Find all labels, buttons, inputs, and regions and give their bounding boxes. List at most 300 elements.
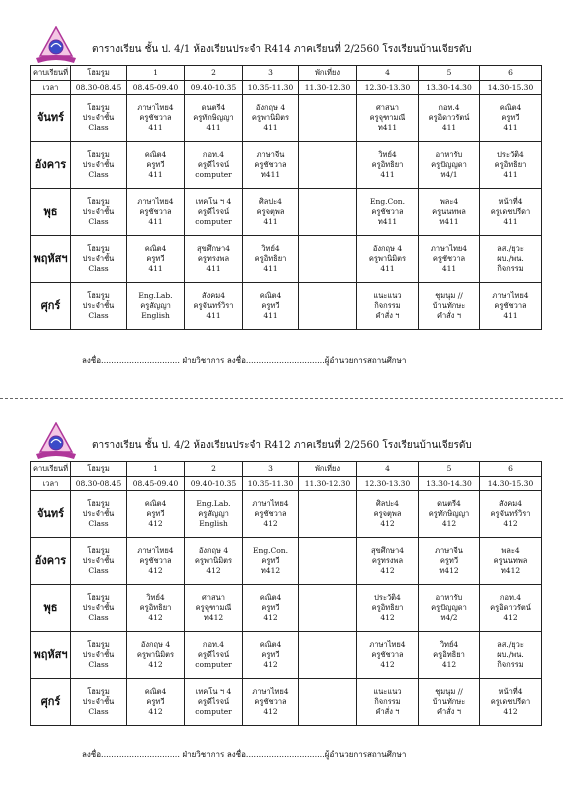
class-cell bbox=[185, 538, 243, 585]
time-cell: 08.30-08.45 bbox=[71, 477, 127, 491]
class-cell bbox=[71, 283, 127, 330]
header-cell: 3 bbox=[243, 462, 299, 477]
class-cell bbox=[243, 95, 299, 142]
time-cell: เวลา bbox=[31, 477, 71, 491]
class-cell-line: ครูทักษิญญา bbox=[428, 509, 470, 518]
class-cell-line: คณิต4 bbox=[144, 499, 167, 508]
class-cell-line: หน้าที่4 bbox=[498, 687, 523, 696]
class-cell-line: ครูพานิมิตร bbox=[251, 113, 290, 122]
class-cell bbox=[185, 142, 243, 189]
class-cell-line: ภาษาไทย4 bbox=[137, 546, 174, 555]
header-cell: 4 bbox=[357, 66, 419, 81]
time-cell: 13.30-14.30 bbox=[419, 477, 480, 491]
day-name: พฤหัสฯ bbox=[31, 632, 71, 679]
class-cell-line: ครูเดชปรีดา bbox=[490, 207, 531, 216]
class-cell bbox=[127, 95, 185, 142]
lunch-cell bbox=[299, 95, 357, 142]
day-row bbox=[31, 585, 542, 632]
class-cell-line: ครูทวี bbox=[261, 301, 280, 310]
class-cell-line: ครูชัชวาล bbox=[139, 207, 172, 216]
class-cell-line: วิทย์4 bbox=[439, 640, 459, 649]
class-cell bbox=[419, 142, 480, 189]
class-cell bbox=[243, 283, 299, 330]
class-cell bbox=[419, 95, 480, 142]
time-cell: 08.45-09.40 bbox=[127, 81, 185, 95]
class-cell-line: computer bbox=[195, 707, 232, 716]
class-cell-line: ครูปัญญดา bbox=[431, 160, 467, 169]
class-cell bbox=[243, 142, 299, 189]
class-cell-line: ครูชัชวาล bbox=[371, 650, 404, 659]
day-name: จันทร์ bbox=[31, 95, 71, 142]
class-cell-line: ชุมนุม // bbox=[435, 291, 463, 300]
class-cell-line: ครูอิทธิยา bbox=[139, 603, 172, 612]
class-cell-line: ภาษาไทย4 bbox=[137, 103, 174, 112]
class-cell-line: 411 bbox=[206, 123, 221, 132]
class-cell-line: English bbox=[141, 311, 170, 320]
class-cell-line: ประจำชั้น bbox=[82, 650, 115, 659]
school-logo-icon bbox=[34, 422, 78, 462]
class-cell-line: คำสั่ง ฯ bbox=[375, 311, 400, 320]
class-cell-line: ครูจตุพล bbox=[256, 207, 285, 216]
class-cell-line: 411 bbox=[503, 170, 518, 179]
time-cell: 10.35-11.30 bbox=[243, 477, 299, 491]
class-cell bbox=[127, 142, 185, 189]
class-cell bbox=[127, 585, 185, 632]
class-cell-line: ภาษาจีน bbox=[256, 150, 285, 159]
class-cell-line: 412 bbox=[263, 519, 278, 528]
class-cell-line: ครูทวี bbox=[439, 556, 459, 565]
class-cell bbox=[357, 491, 419, 538]
timetable-table bbox=[30, 65, 542, 330]
class-cell-line: ครูอิทธิยา bbox=[254, 254, 287, 263]
class-cell-line: 412 bbox=[380, 519, 395, 528]
time-cell: 11.30-12.30 bbox=[299, 81, 357, 95]
class-cell-line: ครูทวี bbox=[146, 254, 165, 263]
class-cell-line: ดนตรี4 bbox=[201, 103, 226, 112]
header-cell: 2 bbox=[185, 66, 243, 81]
class-cell bbox=[357, 679, 419, 726]
header-cell: 3 bbox=[243, 66, 299, 81]
header-cell: 1 bbox=[127, 462, 185, 477]
class-cell-line: ประจำชั้น bbox=[82, 113, 115, 122]
class-cell bbox=[71, 236, 127, 283]
lunch-cell bbox=[299, 189, 357, 236]
class-cell-line: 411 bbox=[503, 217, 518, 226]
class-cell bbox=[71, 95, 127, 142]
class-cell bbox=[480, 283, 542, 330]
class-cell-line: ภาษาไทย4 bbox=[430, 244, 468, 253]
class-cell bbox=[357, 142, 419, 189]
class-cell-line: ครูพานิมิตร bbox=[136, 650, 175, 659]
class-cell bbox=[480, 236, 542, 283]
class-cell bbox=[185, 491, 243, 538]
class-cell-line: ลส./ยุวะ bbox=[497, 244, 524, 253]
header-cell: 5 bbox=[419, 462, 480, 477]
class-cell bbox=[185, 585, 243, 632]
day-name: อังคาร bbox=[31, 142, 71, 189]
class-cell bbox=[357, 632, 419, 679]
class-cell-line: ศาสนา bbox=[202, 593, 225, 602]
class-cell bbox=[480, 679, 542, 726]
day-row bbox=[31, 142, 542, 189]
class-cell-line: ครูจุฑามณี bbox=[369, 113, 406, 122]
class-cell-line: วิทย์4 bbox=[261, 244, 280, 253]
class-cell-line: ครูทวี bbox=[146, 509, 165, 518]
class-cell bbox=[71, 585, 127, 632]
class-cell bbox=[71, 679, 127, 726]
class-cell-line: ครูอิดาวรัตน์ bbox=[428, 113, 470, 122]
class-cell-line: 412 bbox=[380, 660, 395, 669]
class-cell bbox=[357, 538, 419, 585]
class-cell-line: ครูอิทธิยา bbox=[494, 160, 527, 169]
class-cell-line: ครูอิทธิยา bbox=[371, 603, 404, 612]
time-row bbox=[31, 81, 542, 95]
signature-line: ลงชื่อ............................... ฝ่ายวิชาการ ลงชื่อ...............................ผู้อำนวยการสถานศึกษา bbox=[82, 356, 407, 365]
class-cell bbox=[243, 491, 299, 538]
class-cell-line: 412 bbox=[148, 519, 163, 528]
header-row bbox=[31, 66, 542, 81]
class-cell-line: ครูทวี bbox=[261, 556, 280, 565]
day-name: พฤหัสฯ bbox=[31, 236, 71, 283]
class-cell-line: 411 bbox=[380, 170, 395, 179]
class-cell bbox=[480, 491, 542, 538]
class-cell-line: 411 bbox=[503, 123, 518, 132]
class-cell bbox=[185, 679, 243, 726]
class-cell-line: ศิลปะ4 bbox=[259, 197, 282, 206]
class-cell-line: 411 bbox=[148, 170, 163, 179]
class-cell bbox=[357, 95, 419, 142]
day-row bbox=[31, 491, 542, 538]
class-cell-line: 411 bbox=[148, 264, 163, 273]
page-divider bbox=[0, 398, 563, 399]
class-cell-line: ครูจันทร์วิรา bbox=[193, 301, 234, 310]
class-cell bbox=[71, 632, 127, 679]
class-cell-line: ภาษาไทย4 bbox=[252, 499, 289, 508]
class-cell bbox=[419, 236, 480, 283]
class-cell bbox=[243, 679, 299, 726]
class-cell-line: 412 bbox=[503, 707, 518, 716]
class-cell-line: ภาษาไทย4 bbox=[369, 640, 406, 649]
class-cell-line: กิจกรรม bbox=[497, 660, 524, 669]
class-cell-line: คณิต4 bbox=[144, 687, 167, 696]
class-cell-line: Class bbox=[88, 311, 109, 320]
school-logo-icon bbox=[34, 26, 78, 66]
class-cell bbox=[480, 189, 542, 236]
class-cell-line: ครูเดชปรีดา bbox=[490, 697, 531, 706]
class-cell bbox=[419, 632, 480, 679]
class-cell-line: ประวัติ4 bbox=[374, 593, 401, 602]
class-cell-line: 412 bbox=[503, 613, 518, 622]
class-cell-line: ครูทวี bbox=[146, 697, 165, 706]
class-cell bbox=[185, 283, 243, 330]
class-cell-line: 411 bbox=[206, 311, 221, 320]
timetable-table bbox=[30, 461, 542, 726]
class-cell-line: 411 bbox=[263, 123, 278, 132]
class-cell-line: 411 bbox=[263, 311, 278, 320]
header-row bbox=[31, 462, 542, 477]
class-cell-line: ดนตรี4 bbox=[437, 499, 461, 508]
header-cell: พักเที่ยง bbox=[299, 462, 357, 477]
class-cell bbox=[185, 236, 243, 283]
class-cell-line: 412 bbox=[148, 660, 163, 669]
class-cell bbox=[357, 585, 419, 632]
class-cell-line: ครูนนทพล bbox=[432, 207, 466, 216]
lunch-cell bbox=[299, 632, 357, 679]
lunch-cell bbox=[299, 585, 357, 632]
class-cell-line: อาหารับ bbox=[435, 593, 463, 602]
class-cell-line: ประจำชั้น bbox=[82, 603, 115, 612]
class-cell bbox=[480, 538, 542, 585]
class-cell-line: ท412 bbox=[260, 566, 281, 575]
class-cell bbox=[127, 632, 185, 679]
class-cell-line: computer bbox=[195, 217, 232, 226]
class-cell bbox=[357, 283, 419, 330]
signature-line: ลงชื่อ............................... ฝ่ายวิชาการ ลงชื่อ...............................ผู้อำนวยการสถานศึกษา bbox=[82, 750, 407, 759]
class-cell bbox=[419, 189, 480, 236]
lunch-cell bbox=[299, 142, 357, 189]
day-row bbox=[31, 283, 542, 330]
class-cell bbox=[480, 142, 542, 189]
class-cell-line: ประจำชั้น bbox=[82, 509, 115, 518]
class-cell-line: ครูอิทธิยา bbox=[371, 160, 404, 169]
class-cell-line: ประจำชั้น bbox=[82, 556, 115, 565]
class-cell-line: วิทย์4 bbox=[146, 593, 165, 602]
class-cell-line: ครูปัญญดา bbox=[431, 603, 467, 612]
class-cell-line: โฮมรูม bbox=[87, 197, 110, 206]
class-cell-line: ครูดีไรจน์ bbox=[197, 697, 230, 706]
class-cell-line: 412 bbox=[380, 566, 395, 575]
header-cell: คาบเรียนที่ bbox=[31, 462, 71, 477]
class-cell-line: ท411 bbox=[377, 217, 398, 226]
class-cell-line: Class bbox=[88, 264, 109, 273]
class-cell-line: หน้าที่4 bbox=[498, 197, 523, 206]
class-cell-line: ท411 bbox=[439, 217, 459, 226]
class-cell bbox=[480, 95, 542, 142]
class-cell-line: English bbox=[199, 519, 228, 528]
class-cell-line: ครูจันทร์วิรา bbox=[490, 509, 531, 518]
class-cell-line: ครูสัญญา bbox=[140, 301, 171, 310]
class-cell-line: อาหารับ bbox=[435, 150, 463, 159]
class-cell-line: ท412 bbox=[203, 613, 224, 622]
class-cell-line: โฮมรูม bbox=[87, 687, 110, 696]
class-cell-line: กอท.4 bbox=[499, 593, 522, 602]
class-cell-line: 412 bbox=[148, 613, 163, 622]
class-cell-line: โฮมรูม bbox=[87, 150, 110, 159]
class-cell-line: ครูอิทธิยา bbox=[433, 650, 465, 659]
lunch-cell bbox=[299, 538, 357, 585]
class-cell-line: 411 bbox=[263, 264, 278, 273]
header-cell: 1 bbox=[127, 66, 185, 81]
class-cell-line: ครูชัชวาล bbox=[254, 160, 287, 169]
class-cell-line: ครูสัญญา bbox=[198, 509, 229, 518]
class-cell bbox=[419, 585, 480, 632]
time-cell: 11.30-12.30 bbox=[299, 477, 357, 491]
day-name: จันทร์ bbox=[31, 491, 71, 538]
class-cell-line: Class bbox=[88, 707, 109, 716]
class-cell bbox=[185, 189, 243, 236]
class-cell-line: 411 bbox=[148, 217, 163, 226]
class-cell-line: คณิต4 bbox=[259, 291, 282, 300]
class-cell-line: สุขศึกษา4 bbox=[197, 244, 230, 253]
class-cell bbox=[127, 679, 185, 726]
class-cell-line: ภาษาไทย4 bbox=[492, 291, 529, 300]
class-cell bbox=[480, 632, 542, 679]
timetable-title: ตารางเรียน ชั้น ป. 4/2 ห้องเรียนประจำ R412 ภาคเรียนที่ 2/2560 โรงเรียนบ้านเจียรดับ bbox=[92, 440, 472, 451]
class-cell-line: อังกฤษ 4 bbox=[255, 103, 286, 112]
class-cell-line: ท412 bbox=[500, 566, 521, 575]
class-cell-line: ครูชัชวาล bbox=[371, 207, 404, 216]
class-cell-line: ครูชัชวาล bbox=[139, 556, 172, 565]
header-cell: พักเที่ยง bbox=[299, 66, 357, 81]
class-cell-line: วิทย์4 bbox=[378, 150, 397, 159]
class-cell-line: กิจกรรม bbox=[374, 697, 401, 706]
class-cell bbox=[419, 679, 480, 726]
class-cell-line: ครูดีไรจน์ bbox=[197, 207, 230, 216]
class-cell-line: ครูทวี bbox=[261, 650, 280, 659]
day-row bbox=[31, 95, 542, 142]
class-cell-line: ครูทักษิญญา bbox=[193, 113, 234, 122]
class-cell-line: Class bbox=[88, 519, 109, 528]
class-cell-line: อังกฤษ 4 bbox=[140, 640, 171, 649]
class-cell-line: ศาสนา bbox=[376, 103, 399, 112]
day-row bbox=[31, 236, 542, 283]
class-cell bbox=[357, 189, 419, 236]
header-cell: โฮมรูม bbox=[71, 66, 127, 81]
class-cell-line: 412 bbox=[263, 660, 278, 669]
class-cell-line: ประจำชั้น bbox=[82, 697, 115, 706]
class-cell-line: กอท.4 bbox=[202, 150, 225, 159]
class-cell bbox=[243, 236, 299, 283]
class-cell-line: คำสั่ง ฯ bbox=[436, 707, 462, 716]
class-cell-line: 412 bbox=[380, 613, 395, 622]
class-cell-line: 411 bbox=[148, 123, 163, 132]
header-cell: 6 bbox=[480, 462, 542, 477]
header-cell: 2 bbox=[185, 462, 243, 477]
class-cell bbox=[185, 95, 243, 142]
class-cell-line: Eng.Lab. bbox=[196, 499, 231, 508]
day-row bbox=[31, 189, 542, 236]
class-cell-line: ท411 bbox=[377, 123, 398, 132]
class-cell-line: ประจำชั้น bbox=[82, 301, 115, 310]
time-cell: 13.30-14.30 bbox=[419, 81, 480, 95]
header-cell: 6 bbox=[480, 66, 542, 81]
time-cell: 09.40-10.35 bbox=[185, 81, 243, 95]
class-cell-line: computer bbox=[195, 170, 232, 179]
class-cell bbox=[480, 585, 542, 632]
class-cell-line: 411 bbox=[441, 264, 457, 273]
time-cell: 10.35-11.30 bbox=[243, 81, 299, 95]
class-cell-line: โฮมรูม bbox=[87, 244, 110, 253]
class-cell-line: ผบ./พน. bbox=[497, 650, 524, 659]
class-cell-line: 412 bbox=[503, 519, 518, 528]
day-row bbox=[31, 538, 542, 585]
class-cell-line: 412 bbox=[441, 519, 457, 528]
lunch-cell bbox=[299, 491, 357, 538]
day-name: พุธ bbox=[31, 585, 71, 632]
day-name: อังคาร bbox=[31, 538, 71, 585]
class-cell-line: Eng.Con. bbox=[253, 546, 288, 555]
class-cell-line: Class bbox=[88, 613, 109, 622]
class-cell-line: ประจำชั้น bbox=[82, 254, 115, 263]
class-cell-line: ครูพานิมิตร bbox=[368, 254, 407, 263]
timetable-title: ตารางเรียน ชั้น ป. 4/1 ห้องเรียนประจำ R414 ภาคเรียนที่ 2/2560 โรงเรียนบ้านเจียรดับ bbox=[92, 44, 472, 55]
class-cell-line: แนะแนว bbox=[373, 687, 402, 696]
class-cell-line: ประจำชั้น bbox=[82, 207, 115, 216]
class-cell-line: ท4/2 bbox=[440, 613, 458, 622]
class-cell-line: บ้านทักษะ bbox=[432, 301, 466, 310]
class-cell-line: กิจกรรม bbox=[497, 264, 524, 273]
class-cell-line: พละ4 bbox=[501, 546, 520, 555]
time-cell: 08.45-09.40 bbox=[127, 477, 185, 491]
class-cell bbox=[71, 189, 127, 236]
class-cell-line: ชุมนุม // bbox=[435, 687, 463, 696]
lunch-cell bbox=[299, 236, 357, 283]
time-cell: 14.30-15.30 bbox=[480, 81, 542, 95]
class-cell-line: Class bbox=[88, 217, 109, 226]
class-cell-line: ลส./ยุวะ bbox=[497, 640, 524, 649]
class-cell-line: computer bbox=[195, 660, 232, 669]
class-cell-line: ผบ./พน. bbox=[497, 254, 524, 263]
class-cell-line: กอท.4 bbox=[202, 640, 225, 649]
class-cell bbox=[127, 491, 185, 538]
time-row bbox=[31, 477, 542, 491]
class-cell bbox=[127, 236, 185, 283]
class-cell-line: Class bbox=[88, 660, 109, 669]
time-cell: 12.30-13.30 bbox=[357, 477, 419, 491]
class-cell-line: ครูทรงพล bbox=[197, 254, 230, 263]
time-cell: 09.40-10.35 bbox=[185, 477, 243, 491]
class-cell-line: ครูจุฑามณี bbox=[195, 603, 232, 612]
class-cell bbox=[185, 632, 243, 679]
class-cell-line: ครูจตุพล bbox=[373, 509, 402, 518]
class-cell-line: ภาษาไทย4 bbox=[252, 687, 289, 696]
class-cell-line: กอท.4 bbox=[438, 103, 460, 112]
class-cell bbox=[419, 538, 480, 585]
class-cell-line: Eng.Con. bbox=[370, 197, 405, 206]
class-cell-line: โฮมรูม bbox=[87, 546, 110, 555]
time-cell: 14.30-15.30 bbox=[480, 477, 542, 491]
time-cell: 08.30-08.45 bbox=[71, 81, 127, 95]
class-cell-line: คณิต4 bbox=[259, 593, 282, 602]
class-cell-line: อังกฤษ 4 bbox=[198, 546, 229, 555]
class-cell-line: 411 bbox=[503, 311, 518, 320]
class-cell-line: บ้านทักษะ bbox=[432, 697, 466, 706]
class-cell bbox=[357, 236, 419, 283]
class-cell-line: Class bbox=[88, 566, 109, 575]
class-cell-line: ประวัติ4 bbox=[497, 150, 524, 159]
class-cell-line: สังคม4 bbox=[499, 499, 522, 508]
header-cell: 5 bbox=[419, 66, 480, 81]
class-cell-line: โฮมรูม bbox=[87, 499, 110, 508]
class-cell-line: คณิต4 bbox=[259, 640, 282, 649]
class-cell-line: โฮมรูม bbox=[87, 291, 110, 300]
header-cell: 4 bbox=[357, 462, 419, 477]
day-name: ศุกร์ bbox=[31, 679, 71, 726]
class-cell-line: 411 bbox=[441, 123, 457, 132]
class-cell-line: ภาษาจีน bbox=[435, 546, 463, 555]
day-name: พุธ bbox=[31, 189, 71, 236]
day-row bbox=[31, 679, 542, 726]
class-cell-line: ท411 bbox=[260, 170, 281, 179]
class-cell-line: เทคโน ฯ 4 bbox=[195, 197, 232, 206]
class-cell-line: ครูชัชวาล bbox=[254, 509, 287, 518]
class-cell bbox=[243, 538, 299, 585]
class-cell-line: ครูชัชวาล bbox=[432, 254, 466, 263]
class-cell bbox=[419, 491, 480, 538]
class-cell bbox=[419, 283, 480, 330]
class-cell-line: Eng.Lab. bbox=[138, 291, 173, 300]
class-cell-line: 411 bbox=[206, 264, 221, 273]
